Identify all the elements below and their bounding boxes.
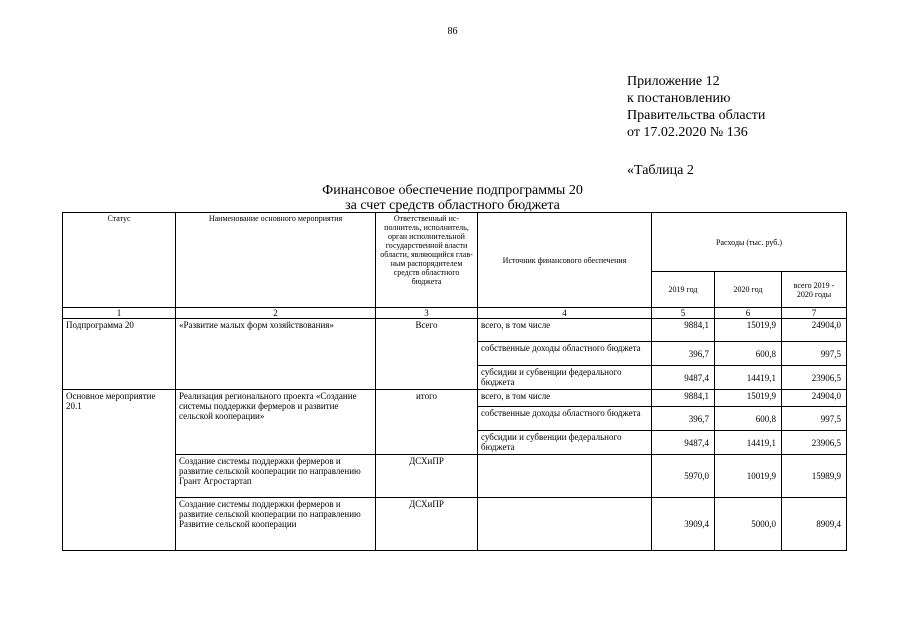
header-executor: Ответственный исполнитель, исполнитель, орган исполнительной государственной власти области, являющийся главным распорядителем средств областного бюджета xyxy=(376,213,478,308)
table-caption: «Таблица 2 xyxy=(627,163,694,178)
value-total: 15989,9 xyxy=(782,455,847,498)
column-number-row xyxy=(63,308,847,319)
page-number: 86 xyxy=(447,26,458,37)
header-status: Статус xyxy=(63,213,176,308)
value-2019: 396,7 xyxy=(652,407,715,431)
title-line-2: за счет средств областного бюджета xyxy=(345,198,560,213)
col-number: 3 xyxy=(376,308,478,319)
measure-cell: Создание системы поддержки фермеров и развитие сельской кооперации по направлению Развитие сельской кооперации xyxy=(176,498,376,551)
status-cell: Основное мероприятие 20.1 xyxy=(63,390,176,551)
measure-cell: Реализация регионального проекта «Создание системы поддержки фермеров и развитие сельской кооперации» xyxy=(176,390,376,455)
col-number: 2 xyxy=(176,308,376,319)
approval-line-2: к постановлению xyxy=(627,91,731,106)
col-number: 4 xyxy=(478,308,652,319)
approval-line-3: Правительства области xyxy=(627,108,766,123)
executor-cell: Всего xyxy=(376,319,478,390)
source-cell xyxy=(478,455,652,498)
value-2019: 9884,1 xyxy=(652,319,715,342)
source-cell: субсидии и субвенции федерального бюджета xyxy=(478,431,652,455)
value-2020: 14419,1 xyxy=(715,431,782,455)
header-2020: 2020 год xyxy=(715,272,782,308)
value-total: 23906,5 xyxy=(782,431,847,455)
col-number: 7 xyxy=(782,308,847,319)
executor-cell: итого xyxy=(376,390,478,455)
header-row xyxy=(63,213,847,272)
table-row xyxy=(63,390,847,407)
measure-cell: Создание системы поддержки фермеров и развитие сельской кооперации по направлению Грант Агростартап xyxy=(176,455,376,498)
value-total: 24904,0 xyxy=(782,390,847,407)
measure-cell: «Развитие малых форм хозяйствования» xyxy=(176,319,376,390)
col-number: 6 xyxy=(715,308,782,319)
header-2019: 2019 год xyxy=(652,272,715,308)
value-2020: 15019,9 xyxy=(715,390,782,407)
value-2019: 396,7 xyxy=(652,342,715,366)
executor-cell: ДСХиПР xyxy=(376,455,478,498)
status-cell: Подпрограмма 20 xyxy=(63,319,176,390)
header-expenses: Расходы (тыс. руб.) xyxy=(652,213,847,272)
value-2020: 600,8 xyxy=(715,407,782,431)
col-number: 5 xyxy=(652,308,715,319)
source-cell: собственные доходы областного бюджета xyxy=(478,342,652,366)
header-total: всего 2019 - 2020 годы xyxy=(782,272,847,308)
source-cell: всего, в том числе xyxy=(478,319,652,342)
value-total: 997,5 xyxy=(782,407,847,431)
value-2020: 5000,0 xyxy=(715,498,782,551)
value-2019: 9487,4 xyxy=(652,431,715,455)
approval-block xyxy=(627,73,765,141)
value-2020: 10019,9 xyxy=(715,455,782,498)
document-title xyxy=(0,183,905,213)
source-cell: собственные доходы областного бюджета xyxy=(478,407,652,431)
value-2019: 3909,4 xyxy=(652,498,715,551)
value-2020: 14419,1 xyxy=(715,366,782,390)
approval-line-1: Приложение 12 xyxy=(627,74,720,89)
value-2019: 5970,0 xyxy=(652,455,715,498)
value-total: 8909,4 xyxy=(782,498,847,551)
table-row xyxy=(63,498,847,551)
value-total: 23906,5 xyxy=(782,366,847,390)
value-2019: 9884,1 xyxy=(652,390,715,407)
value-2020: 15019,9 xyxy=(715,319,782,342)
value-total: 997,5 xyxy=(782,342,847,366)
approval-line-4: от 17.02.2020 № 136 xyxy=(627,125,748,140)
value-2019: 9487,4 xyxy=(652,366,715,390)
executor-cell: ДСХиПР xyxy=(376,498,478,551)
value-2020: 600,8 xyxy=(715,342,782,366)
title-line-1: Финансовое обеспечение подпрограммы 20 xyxy=(322,183,583,198)
value-total: 24904,0 xyxy=(782,319,847,342)
source-cell: субсидии и субвенции федерального бюджета xyxy=(478,366,652,390)
header-source: Источник финансового обеспечения xyxy=(478,213,652,308)
source-cell: всего, в том числе xyxy=(478,390,652,407)
table-row xyxy=(63,455,847,498)
financing-table xyxy=(62,212,847,551)
source-cell xyxy=(478,498,652,551)
table-row xyxy=(63,319,847,342)
header-measure: Наименование основного мероприятия xyxy=(176,213,376,308)
col-number: 1 xyxy=(63,308,176,319)
